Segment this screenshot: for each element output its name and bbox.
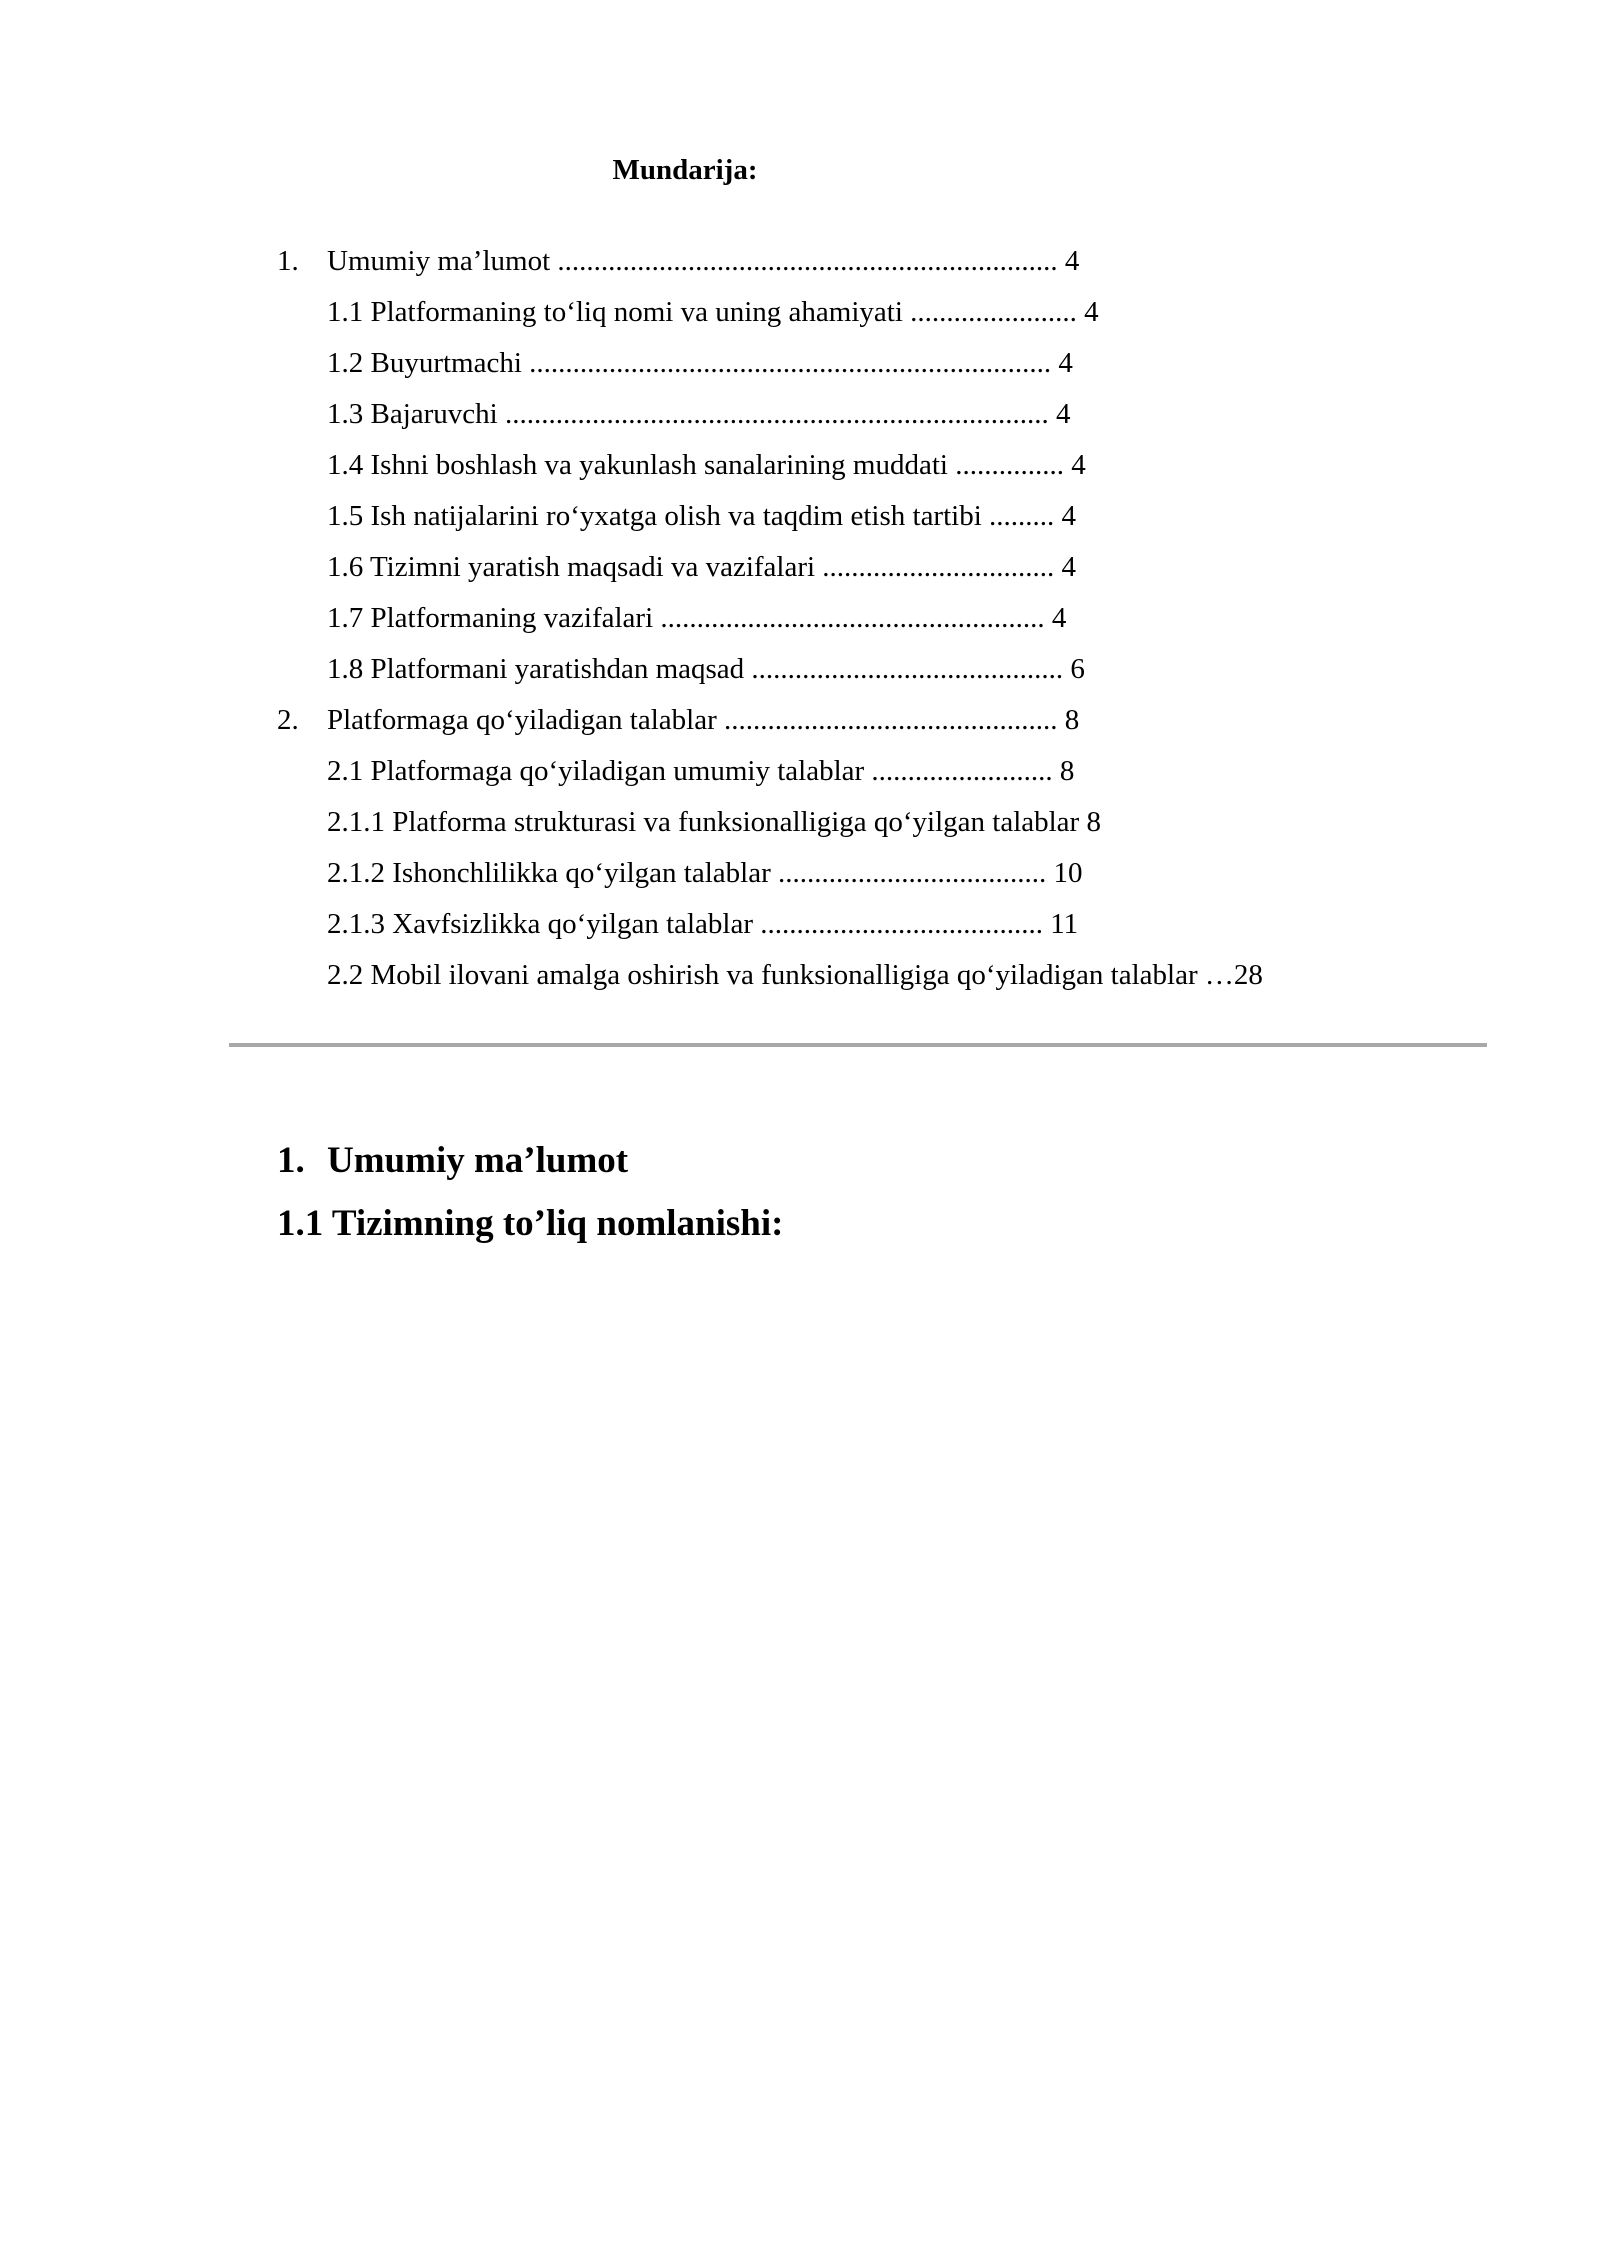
toc-entry-text: 1.5 Ish natijalarini ro‘yxatga olish va taqdim etish tartibi ......... 4 [327, 500, 1077, 532]
toc-entry-text: 1.6 Tizimni yaratish maqsadi va vazifalari ................................ 4 [327, 551, 1077, 583]
toc-entry [277, 345, 1477, 396]
toc-entry-number: 2. [277, 704, 299, 736]
section-heading-number: 1. [277, 1140, 305, 1181]
toc-entry-text: 1.2 Buyurtmachi ........................................................................ 4 [327, 347, 1073, 379]
toc-entry-text: 2.1.1 Platforma strukturasi va funksionalligiga qo‘yilgan talablar 8 [327, 806, 1101, 838]
toc-entry [277, 549, 1477, 600]
toc-entry-text: Platformaga qo‘yiladigan talablar .............................................. 8 [327, 704, 1080, 736]
page-divider [229, 1043, 1487, 1047]
toc-entry [277, 753, 1477, 804]
toc-entry [277, 855, 1477, 906]
table-of-contents [277, 243, 1477, 1008]
toc-entry-text: 2.1.2 Ishonchlilikka qo‘yilgan talablar ..................................... 10 [327, 857, 1083, 889]
toc-entry [277, 600, 1477, 651]
toc-entry [277, 396, 1477, 447]
toc-entry-number: 1. [277, 245, 299, 277]
toc-entry [277, 804, 1477, 855]
toc-entry-text: 2.1.3 Xavfsizlikka qo‘yilgan talablar ....................................... 11 [327, 908, 1079, 940]
toc-entry [277, 294, 1477, 345]
section-heading-1-1: 1.1 Tizimning to’liq nomlanishi: [277, 1203, 784, 1244]
section-heading-text: Umumiy ma’lumot [327, 1140, 629, 1181]
toc-entry-text: 1.1 Platformaning to‘liq nomi va uning ahamiyati ....................... 4 [327, 296, 1099, 328]
toc-entry [277, 447, 1477, 498]
toc-entry [277, 243, 1477, 294]
toc-entry-text: 1.7 Platformaning vazifalari ..................................................... 4 [327, 602, 1067, 634]
toc-entry-text: 1.3 Bajaruvchi ........................................................................... 4 [327, 398, 1071, 430]
toc-title: Mundarija: [612, 154, 758, 186]
toc-entry-text: 1.4 Ishni boshlash va yakunlash sanalarining muddati ............... 4 [327, 449, 1086, 481]
toc-entry-text: 2.2 Mobil ilovani amalga oshirish va funksionalligiga qo‘yiladigan talablar …28 [327, 959, 1263, 991]
section-heading-1 [277, 1138, 628, 1184]
toc-entry [277, 906, 1477, 957]
toc-entry [277, 957, 1477, 1008]
toc-entry-text: 1.8 Platformani yaratishdan maqsad ........................................... 6 [327, 653, 1085, 685]
toc-entry [277, 651, 1477, 702]
toc-entry-text: Umumiy ma’lumot ..................................................................... 4 [327, 245, 1080, 277]
toc-entry [277, 702, 1477, 753]
toc-entry [277, 498, 1477, 549]
toc-entry-text: 2.1 Platformaga qo‘yiladigan umumiy talablar ......................... 8 [327, 755, 1075, 787]
